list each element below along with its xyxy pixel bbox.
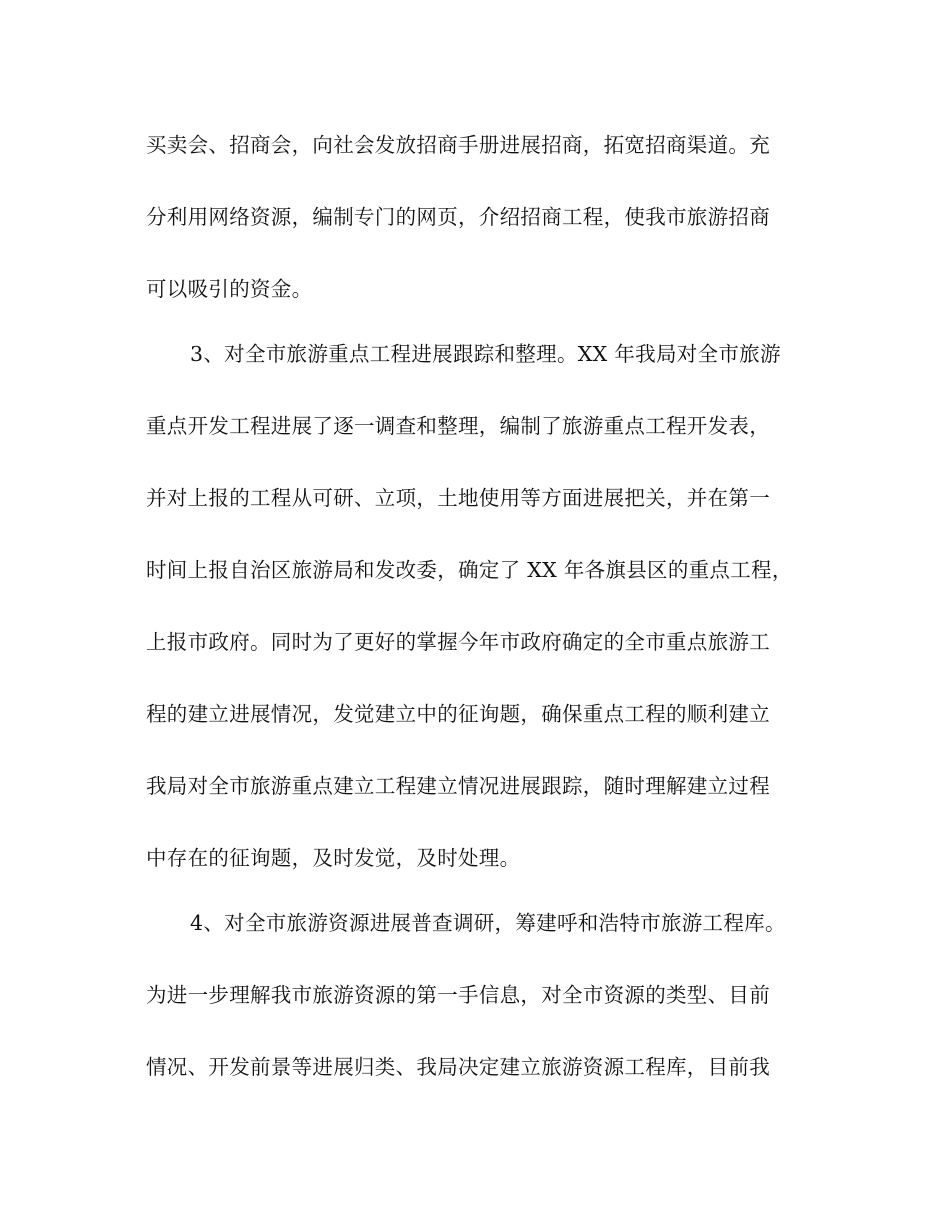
text-line: 时间上报自治区旅游局和发改委，确定了 XX 年各旗县区的重点工程， [146,558,793,582]
text-line: 可以吸引的资金。 [146,277,313,301]
text-line: 买卖会、招商会，向社会发放招商手册进展招商，拓宽招商渠道。充 [146,133,770,157]
text-line: 重点开发工程进展了逐一调查和整理，编制了旅游重点工程开发表， [146,414,770,438]
text-line: 为进一步理解我市旅游资源的第一手信息，对全市资源的类型、目前 [146,983,770,1007]
text-line: 分利用网络资源，编制专门的网页，介绍招商工程，使我市旅游招商 [146,205,770,229]
text-line: 程的建立进展情况，发觉建立中的征询题，确保重点工程的顺利建立 [146,702,770,726]
paragraph-start-line: 4、对全市旅游资源进展普查调研，筹建呼和浩特市旅游工程库。 [190,911,786,935]
text-line: 中存在的征询题，及时发觉，及时处理。 [146,846,521,870]
text-line: 情况、开发前景等进展归类、我局决定建立旅游资源工程库，目前我 [146,1055,770,1079]
text-line: 我局对全市旅游重点建立工程建立情况进展跟踪，随时理解建立过程 [146,774,770,798]
text-line: 上报市政府。同时为了更好的掌握今年市政府确定的全市重点旅游工 [146,630,770,654]
paragraph-start-line: 3、对全市旅游重点工程进展跟踪和整理。XX 年我局对全市旅游 [190,342,781,366]
text-line: 并对上报的工程从可研、立项，土地使用等方面进展把关，并在第一 [146,486,770,510]
